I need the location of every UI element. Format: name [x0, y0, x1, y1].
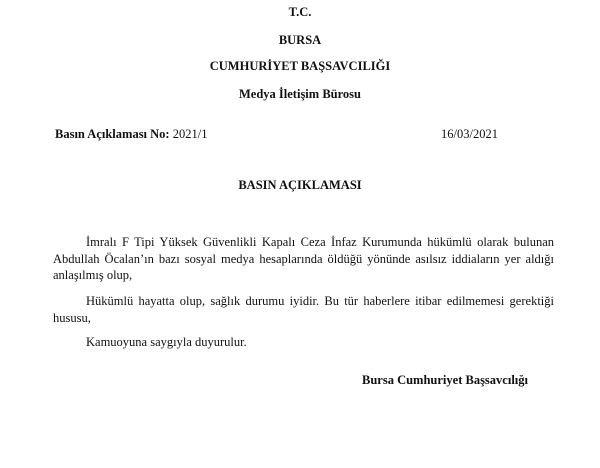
statement-number-value: 2021/1	[172, 127, 208, 141]
signature: Bursa Cumhuriyet Başsavcılığı	[362, 373, 528, 387]
document-title: BASIN AÇIKLAMASI	[238, 178, 362, 192]
statement-number	[55, 127, 207, 142]
paragraph-2-line-1: Hükümlü hayatta olup, sağlık durumu iyidir. Bu tür haberlere itibar edilmemesi gerektiği	[86, 294, 554, 308]
paragraph-1-line-2: Abdullah Öcalan’ın bazı sosyal medya hesaplarında öldüğü yönünde asılsız iddiaların yer aldığı	[53, 251, 554, 266]
paragraph-2	[53, 293, 554, 326]
paragraph-1-line-3: anlaşılmış olup,	[53, 268, 133, 282]
statement-number-label: Basın Açıklaması No:	[55, 127, 170, 141]
paragraph-1-line-1: İmralı F Tipi Yüksek Güvenlikli Kapalı Ceza İnfaz Kurumunda hükümlü olarak bulunan	[86, 235, 554, 249]
header-bureau: Medya İletişim Bürosu	[239, 87, 361, 101]
header-tc: T.C.	[288, 5, 312, 19]
header-city: BURSA	[278, 33, 322, 47]
paragraph-3	[53, 334, 554, 351]
paragraph-2-line-2: hususu,	[53, 310, 91, 325]
paragraph-1	[53, 234, 554, 284]
header-office: CUMHURİYET BAŞSAVCILIĞI	[209, 59, 391, 73]
paragraph-3-line-1: Kamuoyuna saygıyla duyurulur.	[86, 335, 247, 349]
statement-date: 16/03/2021	[441, 127, 498, 141]
